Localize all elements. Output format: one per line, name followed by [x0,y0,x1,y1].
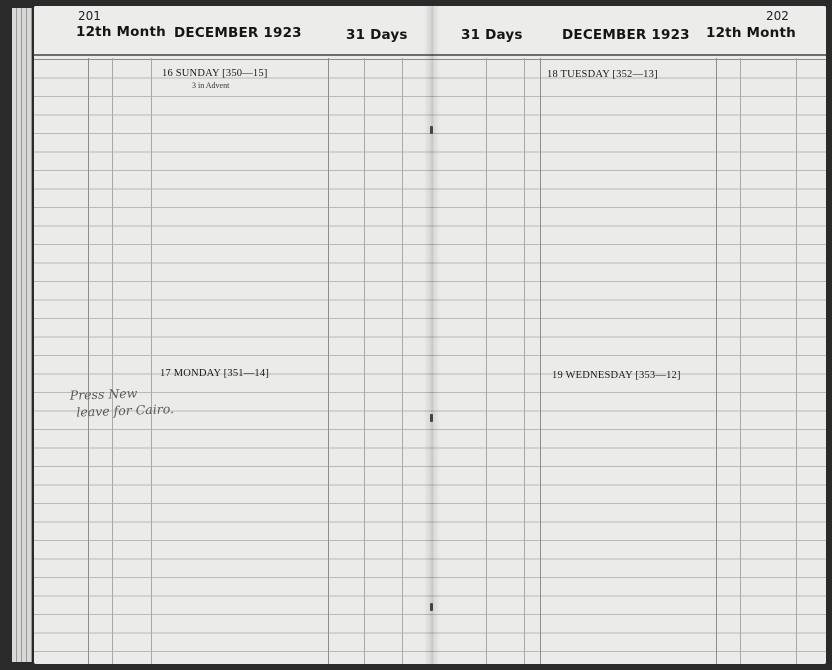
page-edge [27,8,32,662]
page-number: 202 [766,9,789,23]
handwritten-line: leave for Cairo. [76,401,175,420]
day-heading-16 [162,68,268,79]
ruled-column-line [88,58,89,664]
handwritten-line: Press New [69,385,138,403]
day-weekday: MONDAY [173,368,221,379]
month-title: DECEMBER 1923 [174,25,302,41]
binding-stitch [430,126,433,134]
day-date: 16 [162,68,173,79]
page-number: 201 [78,9,101,23]
days-label: 31 Days [346,27,408,43]
handwritten-note [69,381,230,421]
ruled-column-line [796,58,797,664]
ruled-column-line [486,58,487,664]
month-title: DECEMBER 1923 [562,27,690,43]
day-date: 18 [547,69,558,80]
ruled-column-line [402,58,403,664]
day-heading-19 [552,370,681,381]
day-date: 17 [160,368,171,379]
day-code: [353—12] [635,370,681,381]
ruled-column-line [151,58,152,664]
day-note: 3 in Advent [192,81,230,90]
day-weekday: SUNDAY [175,68,220,79]
ruled-column-line [112,58,113,664]
ruled-column-line [716,58,717,664]
day-date: 19 [552,370,563,381]
left-page [34,6,432,664]
month-label: 12th Month [76,24,166,40]
ruled-column-line [328,58,329,664]
day-code: [351—14] [223,368,270,379]
ruled-column-line [364,58,365,664]
day-heading-18 [547,69,658,80]
ruled-column-line [740,58,741,664]
binding-stitch [430,603,433,611]
day-code: [352—13] [612,69,658,80]
day-weekday: WEDNESDAY [565,370,633,381]
days-label: 31 Days [461,27,523,43]
ruled-column-line [540,58,541,664]
day-weekday: TUESDAY [560,69,610,80]
right-page [432,6,826,664]
month-label: 12th Month [706,25,796,41]
ruled-column-line [524,58,525,664]
binding-stitch [430,414,433,422]
day-heading-17 [160,368,269,379]
day-code: [350—15] [222,68,268,79]
